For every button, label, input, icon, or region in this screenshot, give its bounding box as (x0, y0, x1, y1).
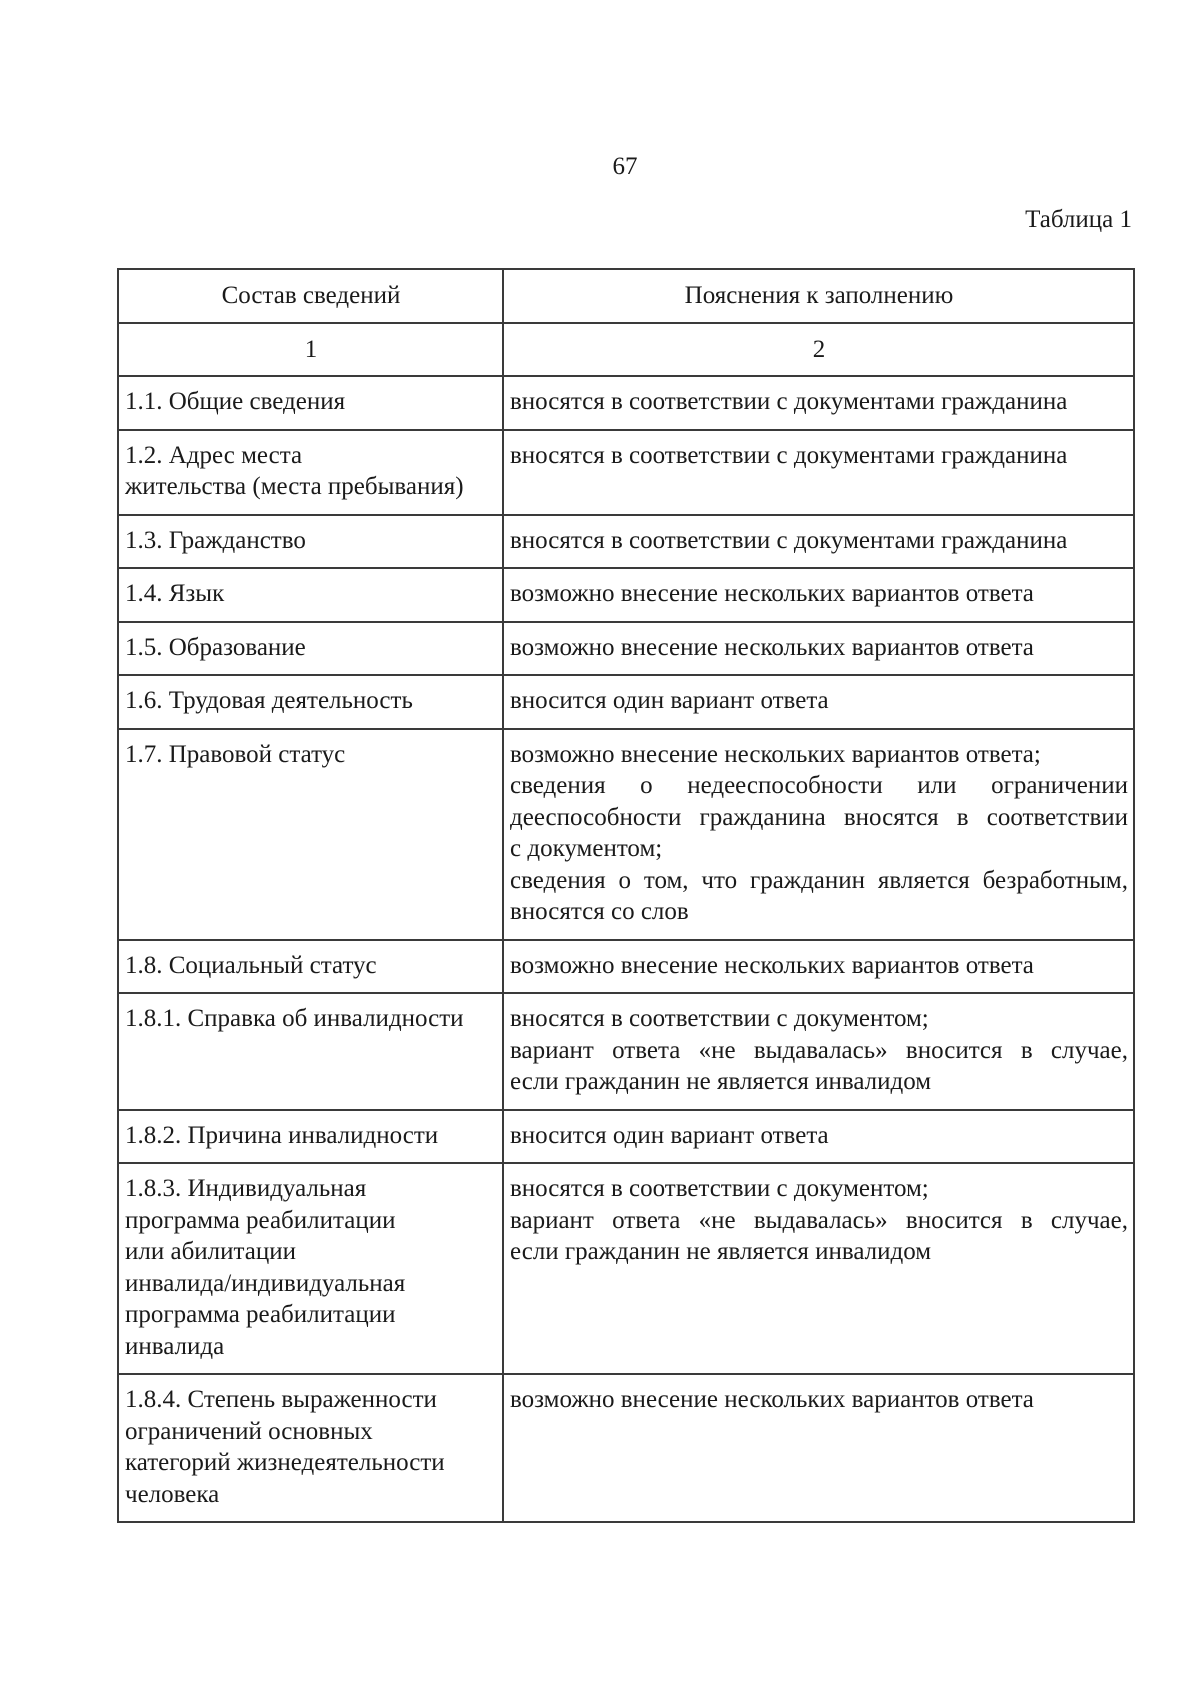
cell-text-line: сведения о недееспособности или ограничении (510, 772, 1128, 799)
cell-field-name (118, 622, 503, 676)
cell-field-name (118, 993, 503, 1110)
table-row (118, 376, 1134, 430)
cell-text-line: вносятся в соответствии с документом; (510, 1005, 929, 1032)
cell-explanation (503, 729, 1134, 940)
cell-text-line: 1.8.4. Степень выраженности (125, 1386, 437, 1413)
cell-explanation (503, 1163, 1134, 1374)
cell-field-name (118, 430, 503, 515)
cell-text-line: 1.8. Социальный статус (125, 951, 377, 979)
cell-explanation (503, 622, 1134, 676)
cell-text-line: жительства (места пребывания) (125, 473, 464, 500)
table-row (118, 430, 1134, 515)
cell-explanation (503, 1110, 1134, 1164)
table-row (118, 1163, 1134, 1374)
table-row (118, 515, 1134, 569)
cell-text-line: возможно внесение нескольких вариантов ответа (510, 1386, 1034, 1413)
table-header-row (118, 269, 1134, 323)
cell-text-line: вносятся в соответствии с документами гражданина (510, 388, 1068, 415)
cell-text-line: 1.8.2. Причина инвалидности (125, 1121, 439, 1149)
cell-field-name (118, 568, 503, 622)
cell-text-line: вносится один вариант ответа (510, 687, 829, 714)
cell-text-line: вносятся со слов (510, 898, 689, 925)
cell-text-line: вносится один вариант ответа (510, 1121, 829, 1149)
cell-explanation (503, 430, 1134, 515)
cell-text-line: возможно внесение нескольких вариантов ответа; (510, 740, 1041, 768)
cell-explanation (503, 675, 1134, 729)
cell-text-line: дееспособности гражданина вносятся в соответствии (510, 803, 1128, 831)
page-number: 67 (612, 153, 638, 180)
cell-text-line: 1.6. Трудовая деятельность (125, 687, 413, 714)
cell-text-line: 1.5. Образование (125, 633, 306, 661)
cell-text-line: возможно внесение нескольких вариантов ответа (510, 951, 1034, 979)
cell-field-name (118, 515, 503, 569)
cell-text-line: возможно внесение нескольких вариантов ответа (510, 580, 1034, 607)
cell-text-line: инвалида/индивидуальная (125, 1269, 406, 1297)
cell-text-line: 1.8.3. Индивидуальная (125, 1175, 367, 1202)
table-row (118, 675, 1134, 729)
info-table (117, 268, 1135, 1523)
cell-text-line: 1.1. Общие сведения (125, 388, 346, 415)
cell-text-line: сведения о том, что гражданин является безработным, (510, 866, 1128, 894)
cell-text-line: или абилитации (125, 1238, 296, 1265)
cell-explanation (503, 515, 1134, 569)
cell-text-line: программа реабилитации (125, 1301, 396, 1328)
cell-explanation (503, 993, 1134, 1110)
cell-text-line: 1.8.1. Справка об инвалидности (125, 1005, 464, 1032)
table-row (118, 729, 1134, 940)
table-row (118, 1110, 1134, 1164)
cell-field-name (118, 729, 503, 940)
cell-text-line: программа реабилитации (125, 1206, 396, 1234)
table-row (118, 993, 1134, 1110)
cell-field-name (118, 940, 503, 994)
cell-text-line: человека (125, 1480, 220, 1508)
table-row (118, 940, 1134, 994)
cell-text-line: ограничений основных (125, 1417, 373, 1445)
column-number-row (118, 323, 1134, 377)
cell-explanation (503, 568, 1134, 622)
column-number-2: 2 (503, 323, 1134, 377)
cell-text-line: с документом; (510, 835, 663, 862)
cell-text-line: возможно внесение нескольких вариантов ответа (510, 633, 1034, 661)
column-number-1: 1 (118, 323, 503, 377)
cell-text-line: 1.3. Гражданство (125, 526, 306, 554)
cell-text-line: если гражданин не является инвалидом (510, 1238, 932, 1265)
cell-text-line: вносятся в соответствии с документами гражданина (510, 441, 1068, 469)
table-row (118, 1374, 1134, 1522)
cell-text-line: вносятся в соответствии с документами гражданина (510, 526, 1068, 554)
cell-explanation (503, 940, 1134, 994)
cell-field-name (118, 1110, 503, 1164)
cell-field-name (118, 376, 503, 430)
cell-text-line: 1.4. Язык (125, 580, 225, 607)
cell-text-line: вариант ответа «не выдавалась» вносится в случае, (510, 1206, 1128, 1234)
table-caption: Таблица 1 (1025, 206, 1132, 233)
cell-field-name (118, 1163, 503, 1374)
header-cell-composition: Состав сведений (118, 269, 503, 323)
cell-text-line: вносятся в соответствии с документом; (510, 1175, 929, 1202)
cell-text-line: инвалида (125, 1332, 225, 1360)
cell-explanation (503, 376, 1134, 430)
header-cell-explanations: Пояснения к заполнению (503, 269, 1134, 323)
cell-text-line: если гражданин не является инвалидом (510, 1068, 932, 1095)
table-row (118, 622, 1134, 676)
cell-text-line: вариант ответа «не выдавалась» вносится в случае, (510, 1036, 1128, 1064)
cell-text-line: 1.2. Адрес места (125, 441, 303, 469)
cell-explanation (503, 1374, 1134, 1522)
cell-text-line: категорий жизнедеятельности (125, 1449, 445, 1476)
cell-field-name (118, 1374, 503, 1522)
cell-field-name (118, 675, 503, 729)
cell-text-line: 1.7. Правовой статус (125, 740, 346, 768)
table-row (118, 568, 1134, 622)
